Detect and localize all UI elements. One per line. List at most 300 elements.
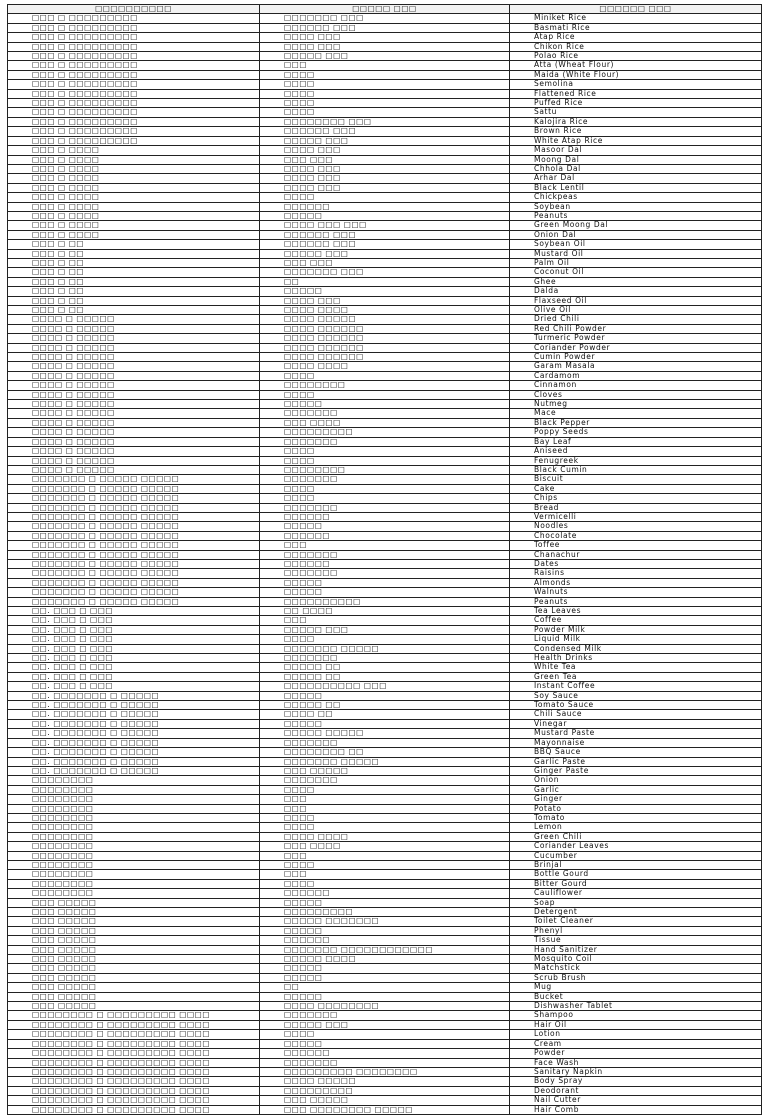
local-name-cell: □□□□ □□□ bbox=[260, 296, 510, 305]
english-name-cell: Black Lentil bbox=[510, 183, 762, 192]
category-cell: □□□ □ □□□□□□□□□ bbox=[8, 80, 260, 89]
category-cell: □□□ □ □□ bbox=[8, 277, 260, 286]
local-name-cell: □□□□□□□ bbox=[260, 409, 510, 418]
english-name-cell: Peanuts bbox=[510, 597, 762, 606]
category-cell: □□□□□□□ □ □□□□□ □□□□□ bbox=[8, 588, 260, 597]
table-row bbox=[8, 164, 762, 173]
local-name-cell: □□□ □□□ bbox=[260, 155, 510, 164]
english-name-cell: Nail Cutter bbox=[510, 1096, 762, 1105]
table-row bbox=[8, 616, 762, 625]
table-row bbox=[8, 908, 762, 917]
local-name-cell: □□□□□ bbox=[260, 898, 510, 907]
english-name-cell: Bay Leaf bbox=[510, 437, 762, 446]
category-cell: □□□ □ □□□□ bbox=[8, 155, 260, 164]
category-cell: □□□□□□□ □ □□□□□ □□□□□ bbox=[8, 484, 260, 493]
category-cell: □□□□□□□ □ □□□□□ □□□□□ bbox=[8, 503, 260, 512]
english-name-cell: Shampoo bbox=[510, 1011, 762, 1020]
local-name-cell: □□□□ □□□□□□□□ bbox=[260, 1002, 510, 1011]
local-name-cell: □□□□□ bbox=[260, 719, 510, 728]
english-name-cell: Bread bbox=[510, 503, 762, 512]
table-row bbox=[8, 945, 762, 954]
category-cell: □□. □□□ □ □□□ bbox=[8, 654, 260, 663]
local-name-cell: □□□□□ □□ bbox=[260, 701, 510, 710]
english-name-cell: Moong Dal bbox=[510, 155, 762, 164]
english-name-cell: Powder bbox=[510, 1049, 762, 1058]
category-cell: □□□□□□□□ bbox=[8, 832, 260, 841]
local-name-cell: □□□□□ □□ bbox=[260, 672, 510, 681]
english-name-cell: Face Wash bbox=[510, 1058, 762, 1067]
table-row bbox=[8, 654, 762, 663]
table-row bbox=[8, 559, 762, 568]
table-row bbox=[8, 447, 762, 456]
english-name-cell: Semolina bbox=[510, 80, 762, 89]
category-cell: □□□ □ □□□□□□□□□ bbox=[8, 33, 260, 42]
local-name-cell: □□□□□ bbox=[260, 964, 510, 973]
local-name-cell: □□□ bbox=[260, 541, 510, 550]
category-cell: □□□□□□□□ bbox=[8, 804, 260, 813]
category-cell: □□□□□□□□ bbox=[8, 842, 260, 851]
category-cell: □□□□□□□□ bbox=[8, 870, 260, 879]
category-cell: □□□ □□□□□ bbox=[8, 983, 260, 992]
local-name-cell: □□ bbox=[260, 983, 510, 992]
table-row bbox=[8, 672, 762, 681]
local-name-cell: □□□□ bbox=[260, 879, 510, 888]
category-cell: □□. □□□□□□□ □ □□□□□ bbox=[8, 738, 260, 747]
english-name-cell: Dates bbox=[510, 559, 762, 568]
english-name-cell: Palm Oil bbox=[510, 258, 762, 267]
table-row bbox=[8, 1058, 762, 1067]
local-name-cell: □□□ bbox=[260, 795, 510, 804]
table-body bbox=[8, 14, 762, 1115]
local-name-cell: □□□□ □□□ bbox=[260, 33, 510, 42]
local-name-cell: □□ bbox=[260, 277, 510, 286]
english-name-cell: Masoor Dal bbox=[510, 146, 762, 155]
table-row bbox=[8, 889, 762, 898]
table-row bbox=[8, 964, 762, 973]
category-cell: □□□ □ □□ bbox=[8, 296, 260, 305]
local-name-cell: □□□ □□□□ bbox=[260, 842, 510, 851]
english-name-cell: Onion bbox=[510, 776, 762, 785]
category-cell: □□. □□□□□□□ □ □□□□□ bbox=[8, 748, 260, 757]
english-name-cell: Phenyl bbox=[510, 926, 762, 935]
category-cell: □□□□ □ □□□□□ bbox=[8, 447, 260, 456]
category-cell: □□□□ □ □□□□□ bbox=[8, 353, 260, 362]
local-name-cell: □□□□□□ bbox=[260, 512, 510, 521]
table-row bbox=[8, 484, 762, 493]
local-name-cell: □□□ bbox=[260, 61, 510, 70]
local-name-cell: □□□□□□□ □□□ bbox=[260, 268, 510, 277]
english-name-cell: Cauliflower bbox=[510, 889, 762, 898]
local-name-cell: □□□□ □□□□□□ bbox=[260, 324, 510, 333]
category-cell: □□□□□□□□ bbox=[8, 860, 260, 869]
category-cell: □□□ □ □□□□ bbox=[8, 174, 260, 183]
english-name-cell: Cucumber bbox=[510, 851, 762, 860]
local-name-cell: □□□□□ □□□□ bbox=[260, 955, 510, 964]
local-name-cell: □□□□ bbox=[260, 89, 510, 98]
table-row bbox=[8, 870, 762, 879]
header-name-local: □□□□□ □□□ bbox=[260, 5, 510, 14]
local-name-cell: □□□□□ bbox=[260, 287, 510, 296]
local-name-cell: □□□□ bbox=[260, 813, 510, 822]
table-row bbox=[8, 879, 762, 888]
table-row bbox=[8, 1030, 762, 1039]
english-name-cell: Cake bbox=[510, 484, 762, 493]
category-cell: □□□□□□□□ □ □□□□□□□□□ □□□□ bbox=[8, 1058, 260, 1067]
category-cell: □□□ □□□□□ bbox=[8, 1002, 260, 1011]
table-row bbox=[8, 682, 762, 691]
table-row bbox=[8, 531, 762, 540]
local-name-cell: □□□□□□□□□□ bbox=[260, 597, 510, 606]
english-name-cell: Chickpeas bbox=[510, 193, 762, 202]
category-cell: □□. □□□ □ □□□ bbox=[8, 672, 260, 681]
english-name-cell: Chanachur bbox=[510, 550, 762, 559]
english-name-cell: Coconut Oil bbox=[510, 268, 762, 277]
english-name-cell: Ginger bbox=[510, 795, 762, 804]
english-name-cell: Onion Dal bbox=[510, 230, 762, 239]
table-row bbox=[8, 258, 762, 267]
table-row bbox=[8, 117, 762, 126]
local-name-cell: □□□ □□□□□□□□ □□□□□ bbox=[260, 1105, 510, 1114]
english-name-cell: Miniket Rice bbox=[510, 14, 762, 23]
local-name-cell: □□□□□□ bbox=[260, 531, 510, 540]
english-name-cell: Chikon Rice bbox=[510, 42, 762, 51]
category-cell: □□. □□□□□□□ □ □□□□□ bbox=[8, 719, 260, 728]
english-name-cell: Hair Oil bbox=[510, 1020, 762, 1029]
local-name-cell: □□□□□ □□□□□□□ bbox=[260, 917, 510, 926]
category-cell: □□□□□□□ □ □□□□□ □□□□□ bbox=[8, 522, 260, 531]
category-cell: □□□ □ □□ bbox=[8, 249, 260, 258]
table-row bbox=[8, 522, 762, 531]
english-name-cell: Liquid Milk bbox=[510, 635, 762, 644]
english-name-cell: Raisins bbox=[510, 569, 762, 578]
local-name-cell: □□□□ bbox=[260, 371, 510, 380]
english-name-cell: Mug bbox=[510, 983, 762, 992]
table-row bbox=[8, 99, 762, 108]
table-row bbox=[8, 776, 762, 785]
local-name-cell: □□□□□□□□ □□□ bbox=[260, 117, 510, 126]
local-name-cell: □□□□□ □□□ bbox=[260, 136, 510, 145]
local-name-cell: □□□□□ bbox=[260, 1039, 510, 1048]
header-row bbox=[8, 5, 762, 14]
english-name-cell: Hand Sanitizer bbox=[510, 945, 762, 954]
header-category: □□□□□□□□□□ bbox=[8, 5, 260, 14]
table-row bbox=[8, 400, 762, 409]
category-cell: □□. □□□ □ □□□ bbox=[8, 625, 260, 634]
english-name-cell: Lemon bbox=[510, 823, 762, 832]
english-name-cell: Mace bbox=[510, 409, 762, 418]
english-name-cell: Fenugreek bbox=[510, 456, 762, 465]
english-name-cell: Ghee bbox=[510, 277, 762, 286]
local-name-cell: □□□□ bbox=[260, 785, 510, 794]
local-name-cell: □□□□□ bbox=[260, 691, 510, 700]
category-cell: □□□ □ □□ bbox=[8, 287, 260, 296]
table-row bbox=[8, 635, 762, 644]
english-name-cell: Cinnamon bbox=[510, 381, 762, 390]
table-row bbox=[8, 992, 762, 1001]
category-cell: □□□ □ □□ bbox=[8, 258, 260, 267]
category-cell: □□□□□□□ □ □□□□□ □□□□□ bbox=[8, 494, 260, 503]
category-cell: □□□□□□□□ bbox=[8, 813, 260, 822]
english-name-cell: Matchstick bbox=[510, 964, 762, 973]
table-row bbox=[8, 277, 762, 286]
table-row bbox=[8, 136, 762, 145]
category-cell: □□□ □ □□□□ bbox=[8, 183, 260, 192]
table-row bbox=[8, 155, 762, 164]
table-row bbox=[8, 813, 762, 822]
english-name-cell: Dishwasher Tablet bbox=[510, 1002, 762, 1011]
table-row bbox=[8, 748, 762, 757]
local-name-cell: □□□□□ bbox=[260, 211, 510, 220]
english-name-cell: Vinegar bbox=[510, 719, 762, 728]
english-name-cell: Chhola Dal bbox=[510, 164, 762, 173]
category-cell: □□□ □□□□□ bbox=[8, 973, 260, 982]
english-name-cell: Brinjal bbox=[510, 860, 762, 869]
category-cell: □□□ □ □□□□□□□□□ bbox=[8, 108, 260, 117]
local-name-cell: □□□□ bbox=[260, 193, 510, 202]
local-name-cell: □□□ □□□□□ bbox=[260, 766, 510, 775]
english-name-cell: Mustard Paste bbox=[510, 729, 762, 738]
english-name-cell: Coffee bbox=[510, 616, 762, 625]
local-name-cell: □□□ bbox=[260, 804, 510, 813]
local-name-cell: □□□□□□□ bbox=[260, 569, 510, 578]
table-row bbox=[8, 14, 762, 23]
local-name-cell: □□□ □□□□ bbox=[260, 418, 510, 427]
english-name-cell: Toilet Cleaner bbox=[510, 917, 762, 926]
local-name-cell: □□□□□□ bbox=[260, 559, 510, 568]
category-cell: □□□□□□□ □ □□□□□ □□□□□ bbox=[8, 559, 260, 568]
table-row bbox=[8, 823, 762, 832]
category-cell: □□□□ □ □□□□□ bbox=[8, 400, 260, 409]
category-cell: □□. □□□□□□□ □ □□□□□ bbox=[8, 701, 260, 710]
table-header bbox=[8, 5, 762, 14]
category-cell: □□□□ □ □□□□□ bbox=[8, 456, 260, 465]
local-name-cell: □□□□□□□□□ bbox=[260, 1086, 510, 1095]
english-name-cell: Brown Rice bbox=[510, 127, 762, 136]
category-cell: □□□□□□□□ bbox=[8, 785, 260, 794]
category-cell: □□□ □ □□□□□□□□□ bbox=[8, 127, 260, 136]
english-name-cell: Hair Comb bbox=[510, 1105, 762, 1114]
table-row bbox=[8, 61, 762, 70]
table-row bbox=[8, 108, 762, 117]
english-name-cell: Mayonnaise bbox=[510, 738, 762, 747]
local-name-cell: □□□□□□□□ □□ bbox=[260, 748, 510, 757]
category-cell: □□□□□□□ □ □□□□□ □□□□□ bbox=[8, 550, 260, 559]
category-cell: □□□□ □ □□□□□ bbox=[8, 390, 260, 399]
local-name-cell: □□□□ bbox=[260, 860, 510, 869]
table-row bbox=[8, 437, 762, 446]
table-row bbox=[8, 983, 762, 992]
table-row bbox=[8, 409, 762, 418]
local-name-cell: □□□□ □□□ bbox=[260, 174, 510, 183]
category-cell: □□□ □ □□□□□□□□□ bbox=[8, 117, 260, 126]
category-cell: □□□□ □ □□□□□ bbox=[8, 381, 260, 390]
local-name-cell: □□□ bbox=[260, 616, 510, 625]
category-cell: □□□□□□□□ □ □□□□□□□□□ □□□□ bbox=[8, 1030, 260, 1039]
local-name-cell: □□□□□□ □□□ bbox=[260, 240, 510, 249]
local-name-cell: □□□□ bbox=[260, 484, 510, 493]
table-row bbox=[8, 42, 762, 51]
local-name-cell: □□□□ bbox=[260, 1030, 510, 1039]
category-cell: □□□□ □ □□□□□ bbox=[8, 409, 260, 418]
local-name-cell: □□□□ □□□□□□ bbox=[260, 343, 510, 352]
english-name-cell: Noodles bbox=[510, 522, 762, 531]
english-name-cell: Puffed Rice bbox=[510, 99, 762, 108]
table-row bbox=[8, 287, 762, 296]
english-name-cell: Turmeric Powder bbox=[510, 334, 762, 343]
english-name-cell: Green Tea bbox=[510, 672, 762, 681]
table-row bbox=[8, 503, 762, 512]
english-name-cell: Cumin Powder bbox=[510, 353, 762, 362]
local-name-cell: □□□□□ bbox=[260, 400, 510, 409]
table-row bbox=[8, 230, 762, 239]
category-cell: □□□□□□□ □ □□□□□ □□□□□ bbox=[8, 475, 260, 484]
english-name-cell: Aniseed bbox=[510, 447, 762, 456]
local-name-cell: □□□□□□□□□ □□□□□□□□ bbox=[260, 1067, 510, 1076]
category-cell: □□□□ □ □□□□□ bbox=[8, 343, 260, 352]
category-cell: □□□ □ □□□□□□□□□ bbox=[8, 14, 260, 23]
local-name-cell: □□□□ bbox=[260, 823, 510, 832]
english-name-cell: Tea Leaves bbox=[510, 607, 762, 616]
english-name-cell: Bitter Gourd bbox=[510, 879, 762, 888]
table-row bbox=[8, 343, 762, 352]
english-name-cell: Detergent bbox=[510, 908, 762, 917]
english-name-cell: Atap Rice bbox=[510, 33, 762, 42]
category-cell: □□□□□□□□ bbox=[8, 795, 260, 804]
english-name-cell: Olive Oil bbox=[510, 306, 762, 315]
header-name-english: □□□□□□ □□□ bbox=[510, 5, 762, 14]
category-cell: □□. □□□□□□□ □ □□□□□ bbox=[8, 691, 260, 700]
category-cell: □□□ □□□□□ bbox=[8, 898, 260, 907]
table-row bbox=[8, 240, 762, 249]
table-row bbox=[8, 23, 762, 32]
local-name-cell: □□□□□□□ □□□ bbox=[260, 14, 510, 23]
english-name-cell: Almonds bbox=[510, 578, 762, 587]
table-row bbox=[8, 353, 762, 362]
english-name-cell: Garlic bbox=[510, 785, 762, 794]
english-name-cell: Powder Milk bbox=[510, 625, 762, 634]
table-row bbox=[8, 494, 762, 503]
english-name-cell: Red Chili Powder bbox=[510, 324, 762, 333]
local-name-cell: □□□□□□ □□□ bbox=[260, 230, 510, 239]
table-row bbox=[8, 52, 762, 61]
local-name-cell: □□□ □□□ bbox=[260, 258, 510, 267]
category-cell: □□□ □ □□□□ bbox=[8, 230, 260, 239]
english-name-cell: Sanitary Napkin bbox=[510, 1067, 762, 1076]
table-row bbox=[8, 371, 762, 380]
local-name-cell: □□□□□□□□□ bbox=[260, 428, 510, 437]
local-name-cell: □□□□ bbox=[260, 108, 510, 117]
english-name-cell: Scrub Brush bbox=[510, 973, 762, 982]
local-name-cell: □□□□□ □□□ bbox=[260, 249, 510, 258]
table-row bbox=[8, 691, 762, 700]
category-cell: □□□□□□□ □ □□□□□ □□□□□ bbox=[8, 512, 260, 521]
table-row bbox=[8, 710, 762, 719]
english-name-cell: Mosquito Coil bbox=[510, 955, 762, 964]
table-row bbox=[8, 766, 762, 775]
english-name-cell: Chips bbox=[510, 494, 762, 503]
category-cell: □□□□ □ □□□□□ bbox=[8, 428, 260, 437]
table-row bbox=[8, 127, 762, 136]
category-cell: □□□□□□□□ bbox=[8, 776, 260, 785]
english-name-cell: Tomato Sauce bbox=[510, 701, 762, 710]
table-row bbox=[8, 1086, 762, 1095]
table-row bbox=[8, 917, 762, 926]
english-name-cell: Soap bbox=[510, 898, 762, 907]
local-name-cell: □□□□□□□ bbox=[260, 550, 510, 559]
table-row bbox=[8, 362, 762, 371]
local-name-cell: □□□□ bbox=[260, 447, 510, 456]
english-name-cell: Arhar Dal bbox=[510, 174, 762, 183]
english-name-cell: Health Drinks bbox=[510, 654, 762, 663]
table-row bbox=[8, 898, 762, 907]
local-name-cell: □□□□□□ □□□ bbox=[260, 23, 510, 32]
table-row bbox=[8, 851, 762, 860]
category-cell: □□□ □ □□□□□□□□□ bbox=[8, 42, 260, 51]
local-name-cell: □□□□ □□□□□□ bbox=[260, 334, 510, 343]
english-name-cell: Atta (Wheat Flour) bbox=[510, 61, 762, 70]
table-row bbox=[8, 644, 762, 653]
english-name-cell: Bottle Gourd bbox=[510, 870, 762, 879]
table-row bbox=[8, 1039, 762, 1048]
table-row bbox=[8, 926, 762, 935]
category-cell: □□□ □□□□□ bbox=[8, 964, 260, 973]
category-cell: □□□ □ □□ bbox=[8, 306, 260, 315]
english-name-cell: Toffee bbox=[510, 541, 762, 550]
local-name-cell: □□□□ □□□□ bbox=[260, 832, 510, 841]
english-name-cell: Dalda bbox=[510, 287, 762, 296]
local-name-cell: □□□□□□□ bbox=[260, 1011, 510, 1020]
category-cell: □□□□ □ □□□□□ bbox=[8, 324, 260, 333]
local-name-cell: □□□□ bbox=[260, 456, 510, 465]
table-row bbox=[8, 465, 762, 474]
category-cell: □□□□□□□□ □ □□□□□□□□□ □□□□ bbox=[8, 1020, 260, 1029]
english-name-cell: Tomato bbox=[510, 813, 762, 822]
product-table bbox=[7, 4, 762, 1115]
category-cell: □□□ □ □□□□ bbox=[8, 221, 260, 230]
local-name-cell: □□□□□ □□□□□ bbox=[260, 729, 510, 738]
category-cell: □□□ □□□□□ bbox=[8, 908, 260, 917]
local-name-cell: □□□□□□□ bbox=[260, 738, 510, 747]
english-name-cell: Instant Coffee bbox=[510, 682, 762, 691]
category-cell: □□□ □ □□□□□□□□□ bbox=[8, 136, 260, 145]
table-row bbox=[8, 832, 762, 841]
category-cell: □□□ □□□□□ bbox=[8, 917, 260, 926]
local-name-cell: □□□□□□□ bbox=[260, 1058, 510, 1067]
local-name-cell: □□□□ □□□□ bbox=[260, 306, 510, 315]
table-row bbox=[8, 306, 762, 315]
local-name-cell: □□□□□□□□□ bbox=[260, 908, 510, 917]
english-name-cell: Kalojira Rice bbox=[510, 117, 762, 126]
english-name-cell: Peanuts bbox=[510, 211, 762, 220]
local-name-cell: □□□□ □□□□□□ bbox=[260, 353, 510, 362]
english-name-cell: Green Moong Dal bbox=[510, 221, 762, 230]
table-row bbox=[8, 381, 762, 390]
local-name-cell: □□□□□□ bbox=[260, 889, 510, 898]
category-cell: □□. □□□ □ □□□ bbox=[8, 682, 260, 691]
table-row bbox=[8, 296, 762, 305]
category-cell: □□□□ □ □□□□□ bbox=[8, 437, 260, 446]
category-cell: □□□□□□□□ □ □□□□□□□□□ □□□□ bbox=[8, 1011, 260, 1020]
table-row bbox=[8, 428, 762, 437]
table-row bbox=[8, 936, 762, 945]
english-name-cell: Soybean Oil bbox=[510, 240, 762, 249]
local-name-cell: □□□□ □□□ bbox=[260, 42, 510, 51]
category-cell: □□□ □ □□□□□□□□□ bbox=[8, 52, 260, 61]
category-cell: □□□□ □ □□□□□ bbox=[8, 334, 260, 343]
category-cell: □□□□□□□□ □ □□□□□□□□□ □□□□ bbox=[8, 1039, 260, 1048]
local-name-cell: □□□ bbox=[260, 870, 510, 879]
local-name-cell: □□□□□ □□□ bbox=[260, 1020, 510, 1029]
